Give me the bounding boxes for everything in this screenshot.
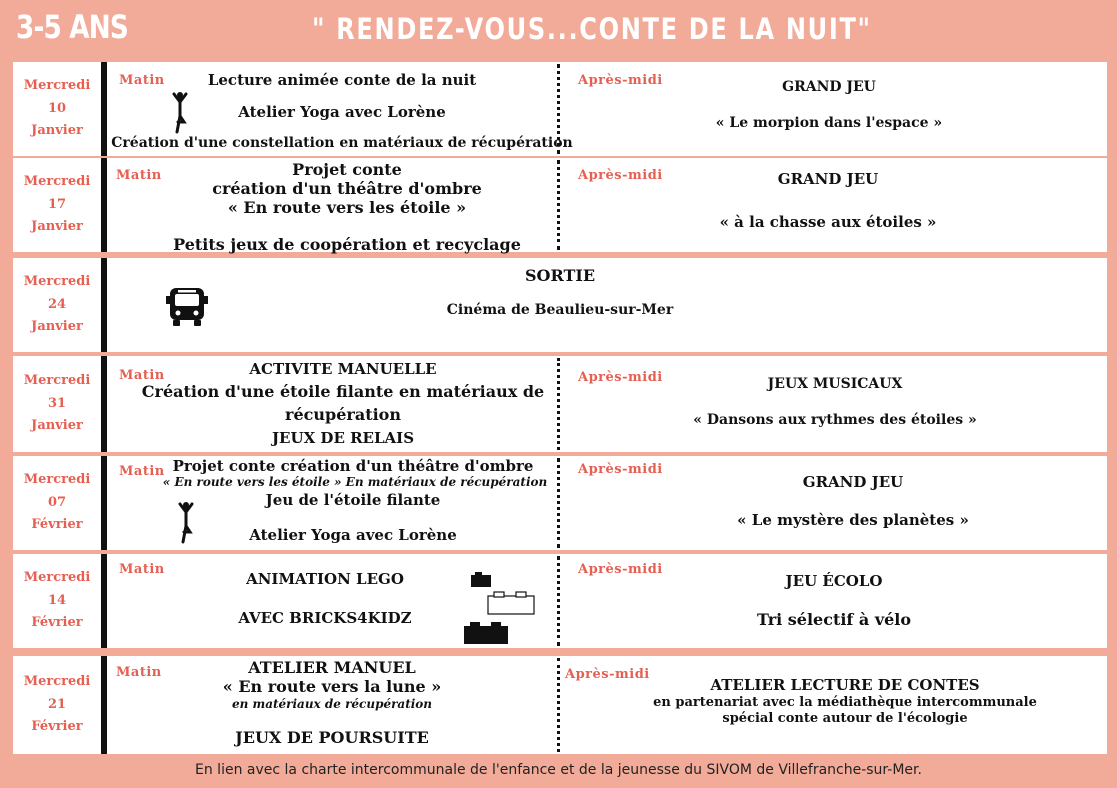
- day-row: [13, 656, 1107, 754]
- yoga-icon: [170, 92, 190, 134]
- yoga-icon: [176, 502, 196, 544]
- day-row: [13, 158, 1107, 252]
- sortie-place: Cinéma de Beaulieu-sur-Mer: [446, 302, 674, 318]
- matin-activity: « En route vers la lune »: [222, 677, 442, 696]
- divider-bar: [101, 456, 107, 550]
- day-label: Mercredi 10 Janvier: [23, 78, 91, 139]
- apres-activity: « Le morpion dans l'espace »: [715, 115, 943, 131]
- apres-activity: GRAND JEU: [802, 473, 904, 491]
- matin-label: Matin: [119, 562, 165, 577]
- apres-activity: « Le mystère des planètes »: [737, 511, 969, 529]
- divider-bar: [101, 656, 107, 754]
- day-label: Mercredi 14 Février: [23, 570, 91, 631]
- matin-activity: JEUX DE RELAIS: [271, 429, 415, 447]
- matin-activity: Projet conte création d'un théâtre d'ombre: [172, 457, 534, 475]
- matin-activity: création d'un théâtre d'ombre: [212, 179, 482, 198]
- matin-activity: Atelier Yoga avec Lorène: [238, 103, 446, 121]
- divider-bar: [101, 158, 107, 252]
- day-label: Mercredi 31 Janvier: [23, 373, 91, 434]
- matin-activity: Petits jeux de coopération et recyclage: [173, 235, 521, 254]
- day-row: [13, 356, 1107, 452]
- apres-activity: spécial conte autour de l'écologie: [722, 711, 968, 726]
- day-label: Mercredi 21 Février: [23, 674, 91, 735]
- apres-activity: ATELIER LECTURE DE CONTES: [710, 676, 980, 694]
- apres-activity: « à la chasse aux étoiles »: [719, 213, 937, 231]
- matin-label: Matin: [119, 368, 165, 383]
- dotted-separator: [557, 658, 560, 752]
- bus-icon: [166, 285, 208, 327]
- dotted-separator: [557, 160, 560, 250]
- apres-activity: en partenariat avec la médiathèque intercommunale: [653, 695, 1037, 710]
- matin-activity: AVEC BRICKS4KIDZ: [238, 609, 412, 627]
- divider-bar: [101, 258, 107, 352]
- matin-activity: Jeu de l'étoile filante: [265, 491, 441, 509]
- lego-brick-icon: [461, 566, 541, 648]
- apres-midi-label: Après-midi: [578, 73, 663, 88]
- footer-note: En lien avec la charte intercommunale de l'enfance et de la jeunesse du SIVOM de Villefranche-sur-Mer.: [195, 762, 922, 778]
- age-group-label: 3-5 ANS: [16, 8, 128, 46]
- matin-activity: « En route vers les étoile »: [227, 198, 467, 217]
- divider-bar: [101, 62, 107, 156]
- matin-activity: JEUX DE POURSUITE: [235, 728, 429, 747]
- day-label: Mercredi 24 Janvier: [23, 274, 91, 335]
- apres-activity: Tri sélectif à vélo: [756, 610, 912, 629]
- day-row: [13, 258, 1107, 352]
- dotted-separator: [557, 458, 560, 548]
- matin-activity: « En route vers les étoile » En matériaux de récupération: [162, 475, 548, 489]
- matin-label: Matin: [119, 464, 165, 479]
- apres-activity: « Dansons aux rythmes des étoiles »: [693, 412, 977, 428]
- day-label: Mercredi 07 Février: [23, 472, 91, 533]
- page-title: " RENDEZ-VOUS...CONTE DE LA NUIT": [312, 12, 872, 46]
- matin-activity: Création d'une étoile filante en matériaux de: [141, 382, 545, 401]
- matin-activity: ANIMATION LEGO: [246, 570, 404, 588]
- matin-label: Matin: [119, 73, 165, 88]
- apres-activity: GRAND JEU: [777, 170, 879, 188]
- matin-activity: en matériaux de récupération: [231, 697, 433, 711]
- matin-activity: ATELIER MANUEL: [248, 658, 416, 677]
- matin-activity: ACTIVITE MANUELLE: [249, 360, 437, 378]
- divider-bar: [101, 356, 107, 452]
- apres-midi-label: Après-midi: [578, 462, 663, 477]
- matin-label: Matin: [116, 665, 162, 680]
- matin-label: Matin: [116, 168, 162, 183]
- apres-midi-label: Après-midi: [578, 168, 663, 183]
- matin-activity: Lecture animée conte de la nuit: [207, 71, 477, 89]
- day-row: [13, 456, 1107, 550]
- apres-midi-label: Après-midi: [578, 370, 663, 385]
- apres-activity: JEUX MUSICAUX: [767, 376, 903, 392]
- dotted-separator: [557, 556, 560, 646]
- divider-bar: [101, 554, 107, 648]
- day-label: Mercredi 17 Janvier: [23, 174, 91, 235]
- matin-activity: Projet conte: [292, 160, 402, 179]
- matin-activity: Création d'une constellation en matériaux de récupération: [111, 135, 573, 151]
- apres-activity: JEU ÉCOLO: [785, 572, 883, 590]
- sortie-title: SORTIE: [524, 266, 596, 285]
- matin-activity: récupération: [285, 405, 401, 424]
- apres-activity: GRAND JEU: [782, 79, 876, 95]
- apres-midi-label: Après-midi: [578, 562, 663, 577]
- dotted-separator: [557, 358, 560, 450]
- day-row: [13, 62, 1107, 156]
- apres-midi-label: Après-midi: [565, 667, 650, 682]
- day-row: [13, 554, 1107, 648]
- matin-activity: Atelier Yoga avec Lorène: [249, 526, 457, 544]
